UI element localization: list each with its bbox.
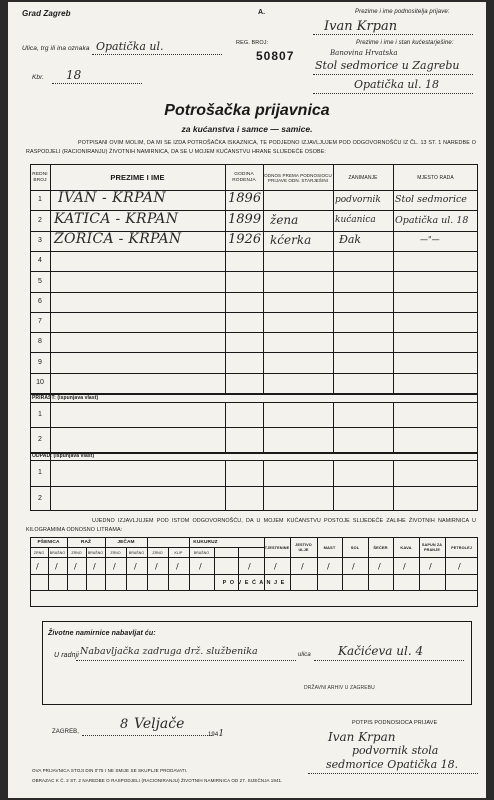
shop-street-value: Kačićeva ul. 4 [338,644,424,658]
stock-text: UJEDNO IZJAVLJUJEM POD ISTOM ODGOVORNOŠĆU, DA U MOJEM KUĆANSTVU POSTOJE SLIJEDEĆE ZALIHE ŽIVOTNIH NAMIRNICA U KILOGRAMIMA ODNOSNO LITRAMA: [26,518,476,533]
odpad-label: ODPAD: (ispunjava vlast) [32,453,95,459]
person-name: IVAN - KRPAN [58,190,167,206]
stock-sub-label: BRAŠNO [49,550,66,555]
row-number: 1 [38,469,42,476]
prirast-label: PRIRAST: (ispunjava vlast) [32,395,99,401]
row-number: 3 [38,237,42,244]
reg-label: REG. BROJ: [236,40,269,46]
institution-value-2: Stol sedmorice u Zagrebu [315,59,460,72]
person-occupation: podvornik [335,195,381,205]
person-workplace: Stol sedmorice [395,194,467,205]
stock-group-wheat: PŠENICA [37,540,60,545]
date-year-suffix: 1 [218,729,225,739]
price-note: OVA PRIJAVNICA STOJI DIN 0'75 I NE SMIJE SE SKUPLJE PRODAVATI. [32,768,188,773]
reg-number: 50807 [256,49,295,63]
stock-mark: / [403,562,406,571]
stock-sub-label: ZRNO [110,550,121,555]
date-year [208,729,224,739]
stock-mark: / [327,562,330,571]
person-occupation: kućanica [335,215,376,225]
person-year: 1926 [228,232,262,247]
row-number: 10 [36,379,44,386]
stock-sub-label: ZRNO [152,550,163,555]
institution-value-1: Banovina Hrvatska [330,49,398,57]
increase-label: P O V E Ć A N J E [222,579,286,586]
header-occupation: ZANIMANJE [348,175,378,181]
shop-street-line [314,660,464,661]
street-value: Opatička ul. [96,40,164,53]
shop-value: Nabavljačka zadruga drž. službenika [80,646,258,657]
person-relation: žena [270,213,299,227]
stock-sub-label: BRAŠNO [193,550,210,555]
stock-mark: / [134,562,137,571]
archive-stamp: DRŽAVNI ARHIV U ZAGREBU [304,685,375,691]
date-month: Veljače [134,716,185,732]
form-reference-note: OBRAZAC K Č. 2 ST. 2 NAREDBE O RASPODJELI (RACIONIRANJU) ŽIVOTNIH NAMIRNICA OD 27. SIJEČNJA 1941. [32,778,283,783]
stock-mark: / [155,562,158,571]
row-number: 7 [38,318,42,325]
signature-line-1: Ivan Krpan [328,730,396,744]
stock-sub-label: ZRNO [33,550,45,555]
house-value: 18 [66,68,82,82]
stock-lard: MAST [323,545,336,550]
stock-group-barley: JEČAM [117,540,135,545]
stock-petroleum: PETROLEJ [451,545,472,550]
stock-mark: / [429,562,432,571]
stock-mark: / [199,562,202,571]
stock-mark: / [274,562,277,571]
purchase-label: Životne namirnice nabavljat ću: [48,630,156,637]
row-number: 2 [38,495,42,502]
shop-street-label: ulica [298,652,311,658]
stock-mark: / [378,562,381,571]
person-occupation: Đak [339,233,362,246]
form-letter: A. [258,9,266,16]
header-year: GODINA RODENJA [232,172,256,183]
institution-line-3 [313,93,473,94]
stock-mark: / [93,562,96,571]
applicant-line [313,34,473,35]
stock-sub-label: ZRNO [71,550,82,555]
header-name: PREZIME I IME [110,172,165,182]
stock-salt: SOL [350,545,360,550]
stock-group-corn: KUKURUZ [193,540,218,545]
institution-line-2 [313,74,473,75]
institution-label: Prezime i ime i stan kućestarješine: [356,40,454,46]
row-number: 6 [38,298,42,305]
header-no: REDNI BROJ [32,172,48,183]
signature-line-2: podvornik stola [352,744,439,757]
stock-sub-label: BRAŠNO [128,550,145,555]
house-label: Kbr. [32,74,45,81]
stock-sugar: ŠEĆER [373,545,388,550]
person-year: 1896 [228,191,262,206]
stock-mark: / [352,562,355,571]
header-relation: ODNOS PREMA PODNOSIOCU PRIJAVE ODN. STARJEŠINI [264,172,332,183]
person-name: ZORICA - KRPAN [54,231,182,247]
person-name: KATICA - KRPAN [54,211,179,227]
person-year: 1899 [228,212,262,227]
date-year-prefix: 194 [208,732,219,738]
shop-line [76,660,296,661]
city-label: Grad Zagreb [22,9,71,18]
date-day: 8 [120,717,129,732]
application-form [8,2,486,798]
date-line [82,735,212,736]
stock-mark: / [36,562,39,571]
stock-mark: / [74,562,77,571]
street-line [92,54,222,55]
date-city: ZAGREB, [52,729,80,735]
stock-coffee: KAVA [400,545,412,550]
stock-mark: / [113,562,116,571]
street-label: Ulica, trg ili ina oznaka [22,45,90,52]
row-number: 2 [38,217,42,224]
stock-soap: SAPUN ZA PRANJE [421,542,443,552]
form-subtitle: za kućanstva i samce — samice. [181,124,313,134]
stock-mark: / [55,562,58,571]
signature-line-3: sedmorice Opatička 18. [326,758,459,771]
person-workplace: Opatička ul. 18 [395,215,469,226]
signature-line [308,773,478,774]
row-number: 9 [38,359,42,366]
person-relation: kćerka [270,233,312,247]
person-workplace: —"— [420,235,440,244]
row-number: 1 [38,411,42,418]
stock-group-rye: RAŽ [80,540,92,545]
stock-oil: JESTIVO ULJE [295,542,312,552]
stock-mark: / [176,562,179,571]
stock-sub-label: BRAŠNO [87,550,104,555]
house-line [52,83,142,84]
row-number: 8 [38,338,42,345]
stock-mark: / [248,562,251,571]
row-number: 1 [38,196,42,203]
stock-mark: / [301,562,304,571]
row-number: 4 [38,257,42,264]
row-number: 5 [38,278,42,285]
form-title: Potrošačka prijavnica [164,102,330,119]
applicant-label: Prezime i ime podnositelja prijave: [355,9,450,15]
header-workplace: MJESTO RADA [417,175,454,181]
applicant-value: Ivan Krpan [324,19,398,34]
shop-label: U radnji [54,652,79,659]
row-number: 2 [38,436,42,443]
stock-sub-label: KLIP [174,550,183,555]
stock-mark: / [458,562,461,571]
intro-text: POTPISANI OVIM MOLIM, DA MI SE IZDA POTROŠAČKA ISKAZNICA, TE PODJEDNO IZJAVLJUJEM POD ODGOVORNOŠĆU IZ ČL. 13 ST. 1 NAREDBE O RASPODJELI (RACIONIRANJU) ŽIVOTNIH NAMIRNICA, DA SE U MOJEM KUĆANSTVU HRANE SLIJEDEĆE OSOBE: [26,140,476,155]
signature-label: POTPIS PODNOSIOCA PRIJAVE [352,720,438,726]
institution-value-3: Opatička ul. 18 [354,78,440,91]
stock-pasta: TJESTENINE [264,545,290,550]
